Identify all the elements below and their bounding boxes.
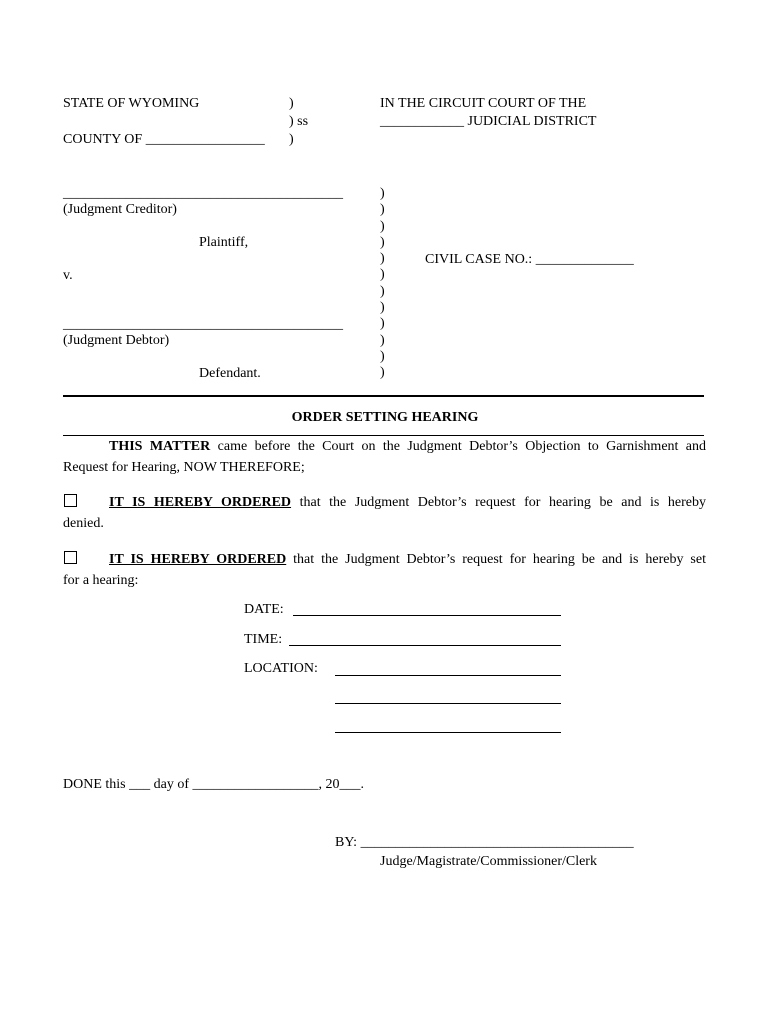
intro-paragraph: [63, 436, 706, 478]
county-line: [63, 132, 265, 148]
order-set-hearing-line1: that the Judgment Debtor’s request for hearing be and is hereby set: [293, 552, 706, 567]
hearing-date-label: DATE:: [244, 602, 284, 617]
hearing-location-blank-1[interactable]: [335, 660, 561, 676]
county-blank[interactable]: _________________: [145, 132, 265, 147]
hearing-location-blank-3[interactable]: [335, 717, 561, 733]
signature-blank[interactable]: _______________________________________: [360, 835, 634, 850]
county-label: COUNTY OF: [63, 132, 143, 147]
case-no-label: CIVIL CASE NO.:: [425, 252, 533, 267]
creditor-name-blank[interactable]: ________________________________________: [63, 186, 343, 201]
order-denied-paragraph: [63, 492, 706, 534]
order-set-hearing-lead: IT IS HEREBY ORDERED: [109, 552, 287, 567]
plaintiff-label: Plaintiff,: [199, 235, 249, 250]
hearing-location-label: LOCATION:: [244, 661, 318, 676]
signature-line: [335, 835, 634, 851]
defendant-label: Defendant.: [199, 366, 261, 381]
versus-label: v.: [63, 268, 73, 283]
creditor-label: (Judgment Creditor): [63, 202, 177, 217]
caption-parentheses: ) ) ) ) ) ) ) ) ) ) ) ): [380, 186, 385, 381]
hearing-time-label: TIME:: [244, 632, 283, 647]
order-set-hearing-line2: for a hearing:: [63, 573, 139, 588]
intro-line1: came before the Court on the Judgment Debtor’s Objection to Garnishment and: [217, 439, 707, 454]
this-matter-lead: THIS MATTER: [109, 439, 211, 454]
hearing-time-blank[interactable]: [289, 630, 561, 646]
order-denied-line1: that the Judgment Debtor’s request for hearing be and is hereby: [299, 495, 707, 510]
document-title: ORDER SETTING HEARING: [291, 410, 479, 425]
debtor-name-blank[interactable]: ________________________________________: [63, 317, 343, 332]
order-set-hearing-paragraph: [63, 549, 706, 591]
hearing-location-blank-2[interactable]: [335, 688, 561, 704]
intro-line2: Request for Hearing, NOW THEREFORE;: [63, 460, 305, 475]
order-denied-lead: IT IS HEREBY ORDERED: [109, 495, 292, 510]
court-name: IN THE CIRCUIT COURT OF THE: [380, 96, 587, 111]
venue-ss: ) ss: [289, 114, 309, 129]
venue-paren-3: ): [289, 132, 294, 147]
by-label: BY:: [335, 835, 358, 850]
done-this-day-line[interactable]: DONE this ___ day of __________________, 20___.: [63, 777, 364, 792]
district-blank[interactable]: ____________: [380, 114, 464, 129]
divider-top: [63, 395, 704, 397]
state-label: STATE OF WYOMING: [63, 96, 200, 111]
debtor-label: (Judgment Debtor): [63, 333, 170, 348]
district-label: JUDICIAL DISTRICT: [467, 114, 597, 129]
hearing-date-blank[interactable]: [293, 600, 561, 616]
signatory-title: Judge/Magistrate/Commissioner/Clerk: [380, 854, 597, 869]
civil-case-number: [425, 252, 634, 268]
case-no-blank[interactable]: ______________: [535, 252, 634, 267]
order-denied-line2: denied.: [63, 516, 104, 531]
judicial-district-line: [380, 114, 596, 130]
venue-paren-1: ): [289, 96, 294, 111]
